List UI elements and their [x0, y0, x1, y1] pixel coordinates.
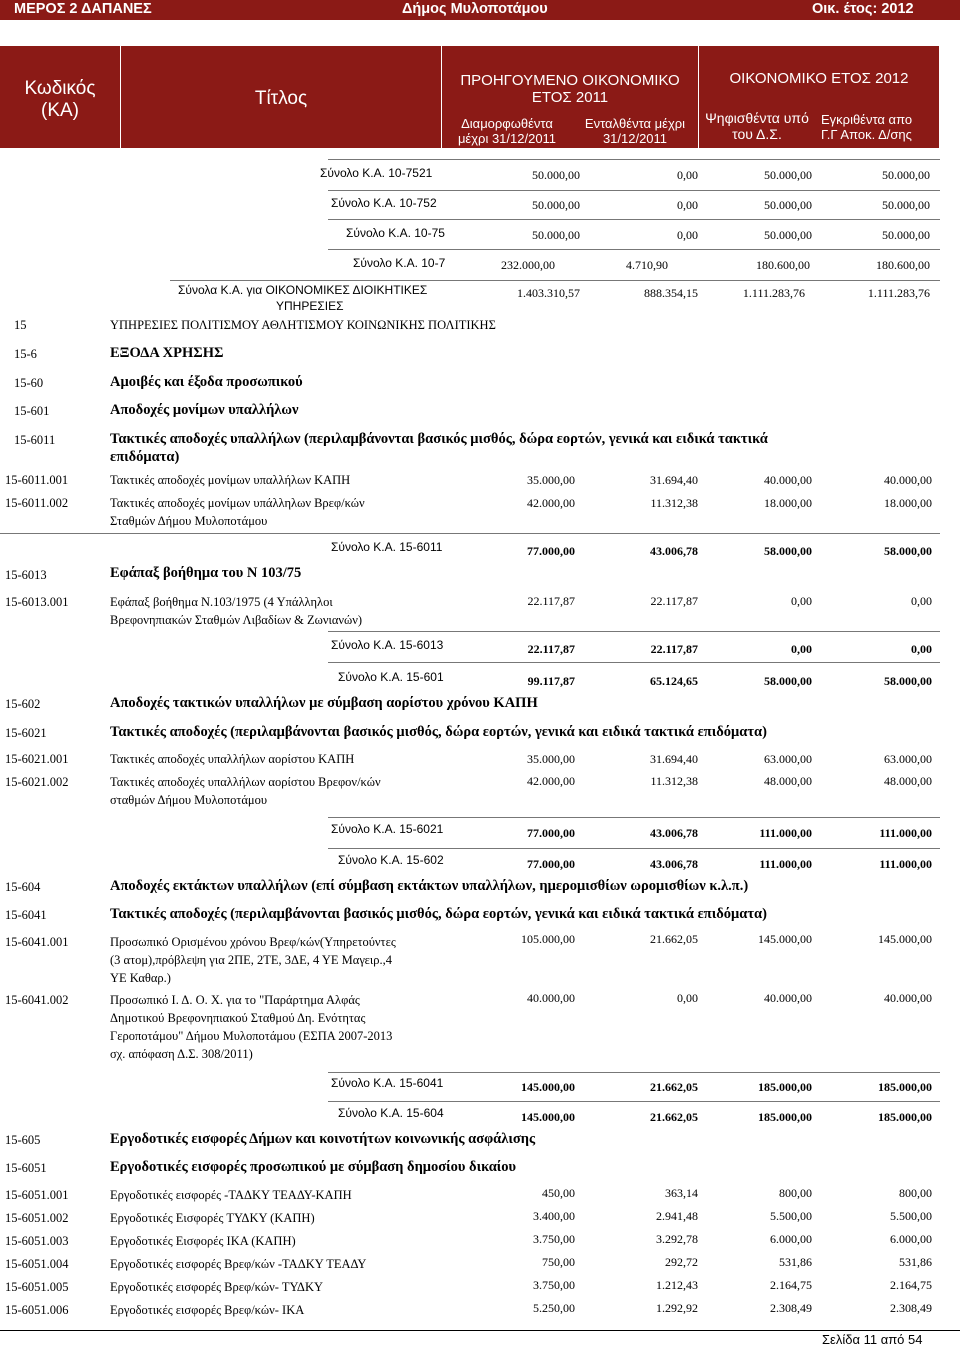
category-code: 15-605 [5, 1133, 41, 1147]
header-municipality: Δήμος Μυλοποτάμου [402, 1, 548, 17]
ordered-label-2: 31/12/2011 [602, 131, 668, 146]
category-title: Εργοδοτικές εισφορές προσωπικού με σύμβαση δημοσίου δικαίου [110, 1159, 517, 1175]
total-value: 99.117,87 [527, 674, 575, 688]
item-code: 15-6021.001 [5, 752, 69, 766]
category-title: Εφάπαξ βοήθημα του Ν 103/75 [110, 565, 302, 581]
item-value: 5.500,00 [770, 1209, 812, 1223]
column-header-current-year [699, 46, 939, 148]
item-code: 15-6013.001 [5, 595, 69, 609]
row-separator [328, 1072, 940, 1073]
item-value: 5.250,00 [533, 1301, 575, 1315]
item-description-cont: Γεροποτάμου" Δήμου Μυλοποτάμου (ΕΣΠΑ 2007-2013 [110, 1029, 393, 1043]
row-separator [328, 219, 940, 220]
item-code: 15-6051.002 [5, 1211, 69, 1225]
total-label: Σύνολο Κ.Α. 15-602 [338, 853, 444, 867]
grand-total-label-2: ΥΠΗΡΕΣΙΕΣ [276, 299, 344, 313]
item-description-cont: Σταθμών Δήμου Μυλοποτάμου [110, 514, 268, 528]
total-value: 58.000,00 [764, 544, 812, 558]
total-value: 50.000,00 [882, 168, 930, 182]
item-value: 5.500,00 [890, 1209, 932, 1223]
total-value: 21.662,05 [650, 1110, 698, 1124]
item-description: Προσωπικό Ορισμένου χρόνου Βρεφ/κών(Υπηρετούντες [110, 935, 396, 949]
row-separator [328, 662, 940, 663]
item-value: 11.312,38 [650, 496, 698, 510]
item-description: Εργοδοτικές Εισφορές ΙΚΑ (ΚΑΠΗ) [110, 1234, 296, 1248]
item-value: 800,00 [899, 1186, 932, 1200]
footer-divider [0, 1330, 960, 1331]
row-separator [328, 848, 940, 849]
category-code: 15-6021 [5, 726, 47, 740]
item-value: 450,00 [542, 1186, 575, 1200]
total-value: 43.006,78 [650, 826, 698, 840]
item-code: 15-6051.003 [5, 1234, 69, 1248]
category-title: Τακτικές αποδοχές (περιλαμβάνονται βασικός μισθός, δώρα εορτών, γενικά και ειδικά τακτικά επιδόματα) [110, 906, 767, 922]
ordered-label-1: Ενταλθέντα μέχρι [584, 116, 686, 131]
grand-total-label-1: Σύνολα Κ.Α. για ΟΙΚΟΝΟΜΙΚΕΣ ΔΙΟΙΚΗΤΙΚΕΣ [178, 283, 428, 297]
item-value: 6.000,00 [770, 1232, 812, 1246]
item-description: Τακτικές αποδοχές υπαλλήλων αορίστου ΚΑΠΗ [110, 752, 355, 766]
total-label: Σύνολο Κ.Α. 15-6013 [331, 638, 444, 652]
column-header-code-line2: (ΚΑ) [41, 100, 79, 121]
total-value: 180.600,00 [876, 258, 930, 272]
page-header-bar [0, 0, 960, 20]
category-title: Αποδοχές μονίμων υπαλλήλων [110, 402, 299, 418]
row-separator [328, 249, 940, 250]
category-code: 15-6051 [5, 1161, 47, 1175]
item-value: 750,00 [542, 1255, 575, 1269]
total-label: Σύνολο Κ.Α. 15-604 [338, 1106, 444, 1120]
item-description-cont: Δημοτικού Βρεφονηπιακού Σταθμού Δη. Ενότητας [110, 1011, 366, 1025]
total-value: 0,00 [791, 642, 812, 656]
total-value: 50.000,00 [532, 168, 580, 182]
category-title: Εργοδοτικές εισφορές Δήμων και κοινοτήτων κοινωνικής ασφάλισης [110, 1131, 536, 1147]
total-value: 22.117,87 [650, 642, 698, 656]
row-separator [170, 280, 940, 281]
total-value: 1.111.283,76 [742, 286, 805, 300]
header-fiscal-year: Οικ. έτος: 2012 [812, 1, 914, 17]
item-value: 40.000,00 [764, 991, 812, 1005]
item-code: 15-6011.001 [5, 473, 69, 487]
total-value: 1.111.283,76 [867, 286, 930, 300]
total-value: 111.000,00 [759, 857, 812, 871]
total-value: 58.000,00 [764, 674, 812, 688]
item-description: Τακτικές αποδοχές μονίμων υπαλλήλων ΚΑΠΗ [110, 473, 351, 487]
item-value: 0,00 [911, 594, 932, 608]
item-value: 35.000,00 [527, 752, 575, 766]
item-code: 15-6051.004 [5, 1257, 69, 1271]
item-value: 18.000,00 [764, 496, 812, 510]
item-value: 531,86 [899, 1255, 932, 1269]
category-title: Αποδοχές τακτικών υπαλλήλων με σύμβαση αορίστου χρόνου ΚΑΠΗ [110, 695, 538, 711]
category-title-cont: επιδόματα) [110, 449, 180, 465]
item-value: 3.750,00 [533, 1232, 575, 1246]
prev-year-title-1: ΠΡΟΗΓΟΥΜΕΝΟ ΟΙΚΟΝΟΜΙΚΟ [460, 72, 680, 89]
item-value: 3.292,78 [656, 1232, 698, 1246]
formed-label-1: Διαμορφωθέντα [461, 116, 553, 131]
total-value: 50.000,00 [532, 198, 580, 212]
total-label: Σύνολο Κ.Α. 10-7521 [320, 166, 433, 180]
category-title: Αμοιβές και έξοδα προσωπικού [110, 374, 303, 390]
total-value: 77.000,00 [527, 826, 575, 840]
category-code: 15 [14, 318, 27, 332]
category-code: 15-602 [5, 697, 41, 711]
row-separator [328, 190, 940, 191]
category-code: 15-6013 [5, 568, 47, 582]
item-value: 292,72 [665, 1255, 698, 1269]
item-value: 22.117,87 [650, 594, 698, 608]
total-value: 0,00 [911, 642, 932, 656]
approved-label-2: Γ.Γ Αποκ. Δ/σης [821, 127, 912, 142]
header-section: ΜΕΡΟΣ 2 ΔΑΠΑΝΕΣ [14, 1, 152, 17]
total-value: 77.000,00 [527, 544, 575, 558]
item-value: 31.694,40 [650, 752, 698, 766]
item-description-cont: σταθμών Δήμου Μυλοποτάμου [110, 793, 268, 807]
total-value: 58.000,00 [884, 544, 932, 558]
total-value: 43.006,78 [650, 544, 698, 558]
item-code: 15-6041.002 [5, 993, 69, 1007]
total-value: 65.124,65 [650, 674, 698, 688]
item-value: 18.000,00 [884, 496, 932, 510]
item-value: 3.400,00 [533, 1209, 575, 1223]
item-value: 145.000,00 [758, 932, 812, 946]
category-code: 15-604 [5, 880, 41, 894]
category-title: Αποδοχές εκτάκτων υπαλλήλων (επί σύμβαση εκτάκτων υπαλλήλων, ημερομισθίων ωρομισθίων κ.λ.π.) [110, 878, 749, 894]
total-value: 111.000,00 [879, 826, 932, 840]
item-value: 6.000,00 [890, 1232, 932, 1246]
column-header-code [0, 46, 120, 148]
item-description: Τακτικές αποδοχές υπαλλήλων αορίστου Βρεφον/κών [110, 775, 381, 789]
item-value: 11.312,38 [650, 774, 698, 788]
item-value: 63.000,00 [884, 752, 932, 766]
column-header-prev-year [442, 46, 698, 148]
item-value: 1.212,43 [656, 1278, 698, 1292]
item-value: 3.750,00 [533, 1278, 575, 1292]
total-value: 145.000,00 [521, 1080, 575, 1094]
total-value: 58.000,00 [884, 674, 932, 688]
row-separator [328, 159, 940, 160]
item-code: 15-6051.001 [5, 1188, 69, 1202]
item-value: 2.941,48 [656, 1209, 698, 1223]
total-value: 50.000,00 [764, 168, 812, 182]
item-description: Εργοδοτικές Εισφορές ΤΥΔΚΥ (ΚΑΠΗ) [110, 1211, 315, 1225]
total-value: 111.000,00 [879, 857, 932, 871]
item-value: 40.000,00 [764, 473, 812, 487]
total-value: 50.000,00 [882, 228, 930, 242]
total-value: 4.710,90 [626, 258, 668, 272]
total-value: 145.000,00 [521, 1110, 575, 1124]
item-code: 15-6011.002 [5, 496, 69, 510]
category-title: Τακτικές αποδοχές υπαλλήλων (περιλαμβάνονται βασικός μισθός, δώρα εορτών, γενικά και ειδικά τακτικά [110, 431, 768, 447]
approved-label-1: Εγκριθέντα απο [821, 112, 913, 127]
column-header-code-line1: Κωδικός [24, 78, 96, 99]
item-value: 0,00 [791, 594, 812, 608]
item-value: 145.000,00 [878, 932, 932, 946]
item-value: 2.308,49 [770, 1301, 812, 1315]
total-value: 185.000,00 [878, 1080, 932, 1094]
item-value: 2.164,75 [770, 1278, 812, 1292]
total-value: 50.000,00 [882, 198, 930, 212]
total-label: Σύνολο Κ.Α. 10-752 [331, 196, 437, 210]
item-value: 22.117,87 [527, 594, 575, 608]
total-value: 185.000,00 [758, 1080, 812, 1094]
row-separator [328, 817, 940, 818]
item-code: 15-6051.005 [5, 1280, 69, 1294]
category-code: 15-6041 [5, 908, 47, 922]
item-code: 15-6021.002 [5, 775, 69, 789]
item-description-cont: σχ. απόφαση Δ.Σ. 308/2011) [110, 1047, 253, 1061]
category-title: ΥΠΗΡΕΣΙΕΣ ΠΟΛΙΤΙΣΜΟΥ ΑΘΛΗΤΙΣΜΟΥ ΚΟΙΝΩΝΙΚΗΣ ΠΟΛΙΤΙΚΗΣ [110, 318, 496, 332]
item-code: 15-6041.001 [5, 935, 69, 949]
total-value: 77.000,00 [527, 857, 575, 871]
item-description: Τακτικές αποδοχές μονίμων υπάλληλων Βρεφ/κών [110, 496, 365, 510]
item-value: 42.000,00 [527, 774, 575, 788]
total-value: 50.000,00 [764, 228, 812, 242]
item-value: 48.000,00 [764, 774, 812, 788]
total-value: 50.000,00 [764, 198, 812, 212]
category-code: 15-6 [14, 347, 37, 361]
total-value: 0,00 [677, 228, 698, 242]
item-value: 1.292,92 [656, 1301, 698, 1315]
total-value: 232.000,00 [501, 258, 555, 272]
item-value: 0,00 [677, 991, 698, 1005]
item-value: 40.000,00 [884, 991, 932, 1005]
item-value: 48.000,00 [884, 774, 932, 788]
item-value: 105.000,00 [521, 932, 575, 946]
total-value: 888.354,15 [644, 286, 698, 300]
item-value: 35.000,00 [527, 473, 575, 487]
item-description-cont: Βρεφονηπιακών Σταθμών Λιβαδίων & Ζωνιανών) [110, 613, 363, 627]
category-code: 15-601 [14, 404, 50, 418]
total-label: Σύνολο Κ.Α. 10-7 [353, 256, 446, 270]
formed-label-2: μέχρι 31/12/2011 [457, 131, 557, 146]
item-value: 21.662,05 [650, 932, 698, 946]
column-header-title [121, 46, 441, 148]
total-label: Σύνολο Κ.Α. 15-601 [338, 670, 444, 684]
voted-label-1: Ψηφισθέντα υπό [705, 110, 809, 126]
total-value: 0,00 [677, 198, 698, 212]
total-value: 185.000,00 [878, 1110, 932, 1124]
category-title: Τακτικές αποδοχές (περιλαμβάνονται βασικός μισθός, δώρα εορτών, γενικά και ειδικά τακτικά επιδόματα) [110, 724, 767, 740]
total-value: 21.662,05 [650, 1080, 698, 1094]
category-code: 15-60 [14, 376, 44, 390]
total-value: 1.403.310,57 [517, 286, 580, 300]
total-value: 22.117,87 [527, 642, 575, 656]
item-value: 31.694,40 [650, 473, 698, 487]
item-value: 40.000,00 [527, 991, 575, 1005]
total-label: Σύνολο Κ.Α. 15-6041 [331, 1076, 444, 1090]
item-description: Εργοδοτικές εισφορές Βρεφ/κών -ΤΑΔΚΥ ΤΕΑΔΥ [110, 1257, 367, 1271]
row-separator [328, 631, 940, 632]
item-code: 15-6051.006 [5, 1303, 69, 1317]
item-description-cont: (3 ατομ),πρόβλεψη για 2ΠΕ, 2ΤΕ, 3ΔΕ, 4 ΥΕ Μαγειρ.,4 [110, 953, 392, 967]
item-value: 800,00 [779, 1186, 812, 1200]
item-value: 531,86 [779, 1255, 812, 1269]
voted-label-2: του Δ.Σ. [732, 126, 782, 142]
item-value: 2.164,75 [890, 1278, 932, 1292]
item-value: 42.000,00 [527, 496, 575, 510]
total-value: 0,00 [677, 168, 698, 182]
page-number: Σελίδα 11 από 54 [822, 1332, 923, 1347]
item-value: 2.308,49 [890, 1301, 932, 1315]
total-value: 111.000,00 [759, 826, 812, 840]
row-separator [328, 1101, 940, 1102]
current-year-title: ΟΙΚΟΝΟΜΙΚΟ ΕΤΟΣ 2012 [729, 70, 909, 87]
item-description: Εργοδοτικές εισφορές Βρεφ/κών- ΙΚΑ [110, 1303, 305, 1317]
total-value: 180.600,00 [756, 258, 810, 272]
prev-year-title-2: ΕΤΟΣ 2011 [531, 89, 609, 106]
item-description: Εφάπαξ βοήθημα Ν.103/1975 (4 Υπάλληλοι [110, 595, 333, 609]
total-value: 50.000,00 [532, 228, 580, 242]
total-label: Σύνολο Κ.Α. 15-6021 [331, 822, 444, 836]
total-label: Σύνολο Κ.Α. 10-75 [346, 226, 445, 240]
item-description: Εργοδοτικές εισφορές -ΤΑΔΚΥ ΤΕΑΔΥ-ΚΑΠΗ [110, 1188, 352, 1202]
category-code: 15-6011 [14, 433, 56, 447]
item-description: Προσωπικό Ι. Δ. Ο. Χ. για το "Παράρτημα Αλφάς [110, 993, 360, 1007]
item-value: 40.000,00 [884, 473, 932, 487]
item-description: Εργοδοτικές εισφορές Βρεφ/κών- ΤΥΔΚΥ [110, 1280, 324, 1294]
total-value: 43.006,78 [650, 857, 698, 871]
item-value: 363,14 [665, 1186, 698, 1200]
item-description-cont: ΥΕ Καθαρ.) [110, 971, 171, 985]
item-value: 63.000,00 [764, 752, 812, 766]
category-title: ΕΞΟΔΑ ΧΡΗΣΗΣ [110, 345, 224, 361]
total-value: 185.000,00 [758, 1110, 812, 1124]
column-header-title-label: Τίτλος [254, 88, 308, 109]
row-separator [0, 533, 940, 534]
total-label: Σύνολο Κ.Α. 15-6011 [331, 540, 443, 554]
